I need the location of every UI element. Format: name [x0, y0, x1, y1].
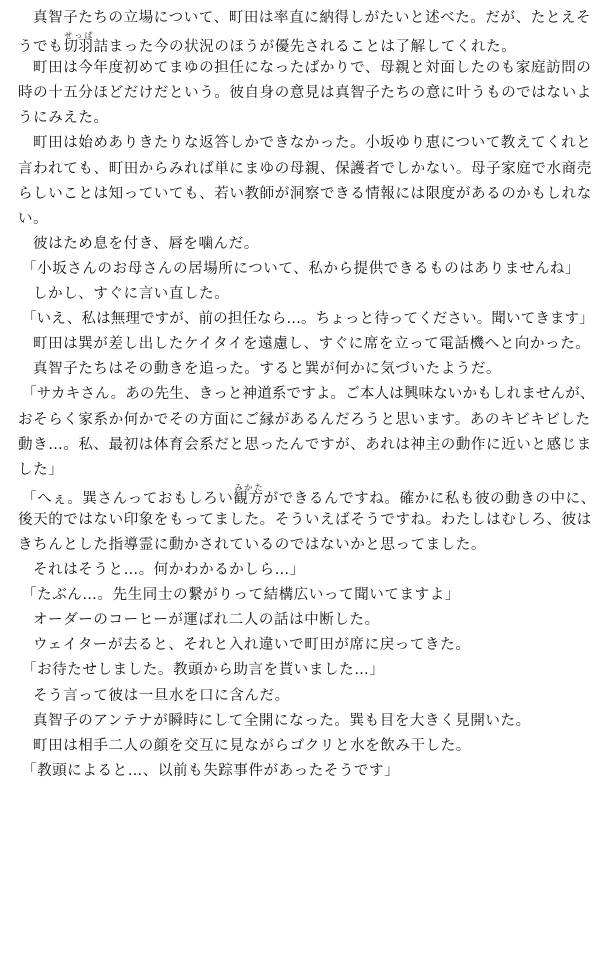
text-line — [18, 608, 596, 633]
text-segment: 町田は今年度初めてまゆの担任になったばかりで、母親と対面したのも家庭訪問の — [33, 60, 592, 77]
text-segment: 真智子のアンテナが瞬時にして全開になった。巽も目を大きく見開いた。 — [33, 712, 531, 729]
text-line — [18, 433, 596, 458]
text-segment: オーダーのコーヒーが運ばれ二人の話は中断した。 — [33, 612, 380, 629]
ruby-annotated-word — [63, 31, 94, 56]
text-line — [18, 131, 596, 156]
text-segment: それはそうと…。何かわかるかしら…」 — [33, 562, 305, 579]
text-line — [18, 207, 596, 232]
text-line — [18, 458, 596, 483]
text-segment: しかし、すぐに言い直した。 — [33, 286, 230, 303]
text-segment: 詰まった今の状況のほうが優先されることは了解してくれた。 — [93, 39, 517, 56]
ruby-base-text: 切羽 — [63, 39, 94, 56]
text-line — [18, 157, 596, 182]
text-segment: 動き…。私、最初は体育会系だと思ったんですが、あれは神主の動作に近いと感じま — [18, 436, 592, 453]
text-line — [18, 759, 596, 784]
text-segment: そう言って彼は一旦水を口に含んだ。 — [33, 687, 290, 704]
ruby-reading-text: みかた — [233, 482, 264, 492]
text-segment: 時の十五分ほどだけだという。彼自身の意見は真智子たちの意に叶うものではないよ — [18, 85, 592, 102]
ruby-base-text: 観方 — [233, 490, 264, 507]
text-segment: した」 — [18, 461, 64, 478]
text-segment: おそらく家系か何かでその方面にご縁があるんだろうと思います。あのキビキビした — [18, 411, 591, 428]
text-line — [18, 483, 596, 508]
text-segment: 後天的ではない印象をもってました。そういえばそうですね。わたしはむしろ、彼は — [18, 511, 592, 528]
text-line — [18, 282, 596, 307]
text-line — [18, 357, 596, 382]
text-segment: 町田は巽が差し出したケイタイを遠慮し、すぐに席を立って電話機へと向かった。 — [33, 336, 591, 353]
text-segment: 町田は始めありきたりな返答しかできなかった。小坂ゆり恵について教えてくれと — [33, 135, 592, 152]
text-segment: 町田は相手二人の顔を交互に見ながらゴクリと水を飲み干した。 — [33, 737, 471, 754]
text-line — [18, 583, 596, 608]
text-line — [18, 307, 596, 332]
text-line — [18, 232, 596, 257]
text-line — [18, 106, 596, 131]
text-segment: きちんとした指導霊に動かされているのではないかと思ってました。 — [18, 536, 487, 553]
text-segment: 「お待たせしました。教頭から助言を貰いました…」 — [22, 662, 385, 679]
text-segment: 「サカキさん。あの先生、きっと神道系ですよ。ご本人は興味ないかもしれませんが、 — [22, 386, 595, 403]
text-segment: うにみえた。 — [18, 110, 109, 127]
text-segment: 彼はため息を付き、唇を噛んだ。 — [33, 235, 259, 252]
text-segment: ができるんですね。確かに私も彼の動きの中に、 — [263, 490, 596, 507]
text-line — [18, 182, 596, 207]
text-line — [18, 658, 596, 683]
text-line — [18, 408, 596, 433]
text-line — [18, 558, 596, 583]
text-line — [18, 56, 596, 81]
text-segment: 真智子たちの立場について、町田は率直に納得しがたいと述べた。だが、たとえそ — [33, 10, 592, 26]
text-line — [18, 709, 596, 734]
ruby-annotated-word — [233, 482, 264, 507]
text-line — [18, 734, 596, 759]
text-segment: 「たぶん…。先生同士の繋がりって結構広いって聞いてますよ」 — [22, 587, 460, 604]
text-segment: 「いえ、私は無理ですが、前の担任なら…。ちょっと待ってください。聞いてきます」 — [22, 311, 594, 328]
text-line — [18, 81, 596, 106]
text-line — [18, 257, 596, 282]
text-line — [18, 382, 596, 407]
ruby-reading-text: せっぱ — [63, 31, 94, 41]
text-segment: 「小坂さんのお母さんの居場所について、私から提供できるものはありませんね」 — [22, 260, 581, 277]
text-line — [18, 31, 596, 56]
text-segment: ウェイターが去ると、それと入れ違いで町田が席に戻ってきた。 — [33, 637, 471, 654]
text-segment: らしいことは知っていても、若い教師が洞察できる情報には限度があるのかもしれな — [18, 185, 592, 202]
text-line — [18, 533, 596, 558]
text-line — [18, 684, 596, 709]
text-line — [18, 508, 596, 533]
text-line — [18, 6, 596, 31]
novel-text-body — [18, 6, 596, 784]
text-segment: 「へぇ。巽さんっておもしろい — [22, 490, 234, 507]
text-segment: 言われても、町田からみれば単にまゆの母親、保護者でしかない。母子家庭で水商売 — [18, 160, 592, 177]
text-segment: 「教頭によると…、以前も失踪事件があったそうです」 — [22, 762, 400, 779]
text-line — [18, 332, 596, 357]
text-segment: い。 — [18, 210, 49, 227]
text-segment: うでも — [18, 39, 64, 56]
text-line — [18, 633, 596, 658]
text-segment: 真智子たちはその動きを追った。すると巽が何かに気づいたようだ。 — [33, 361, 502, 378]
